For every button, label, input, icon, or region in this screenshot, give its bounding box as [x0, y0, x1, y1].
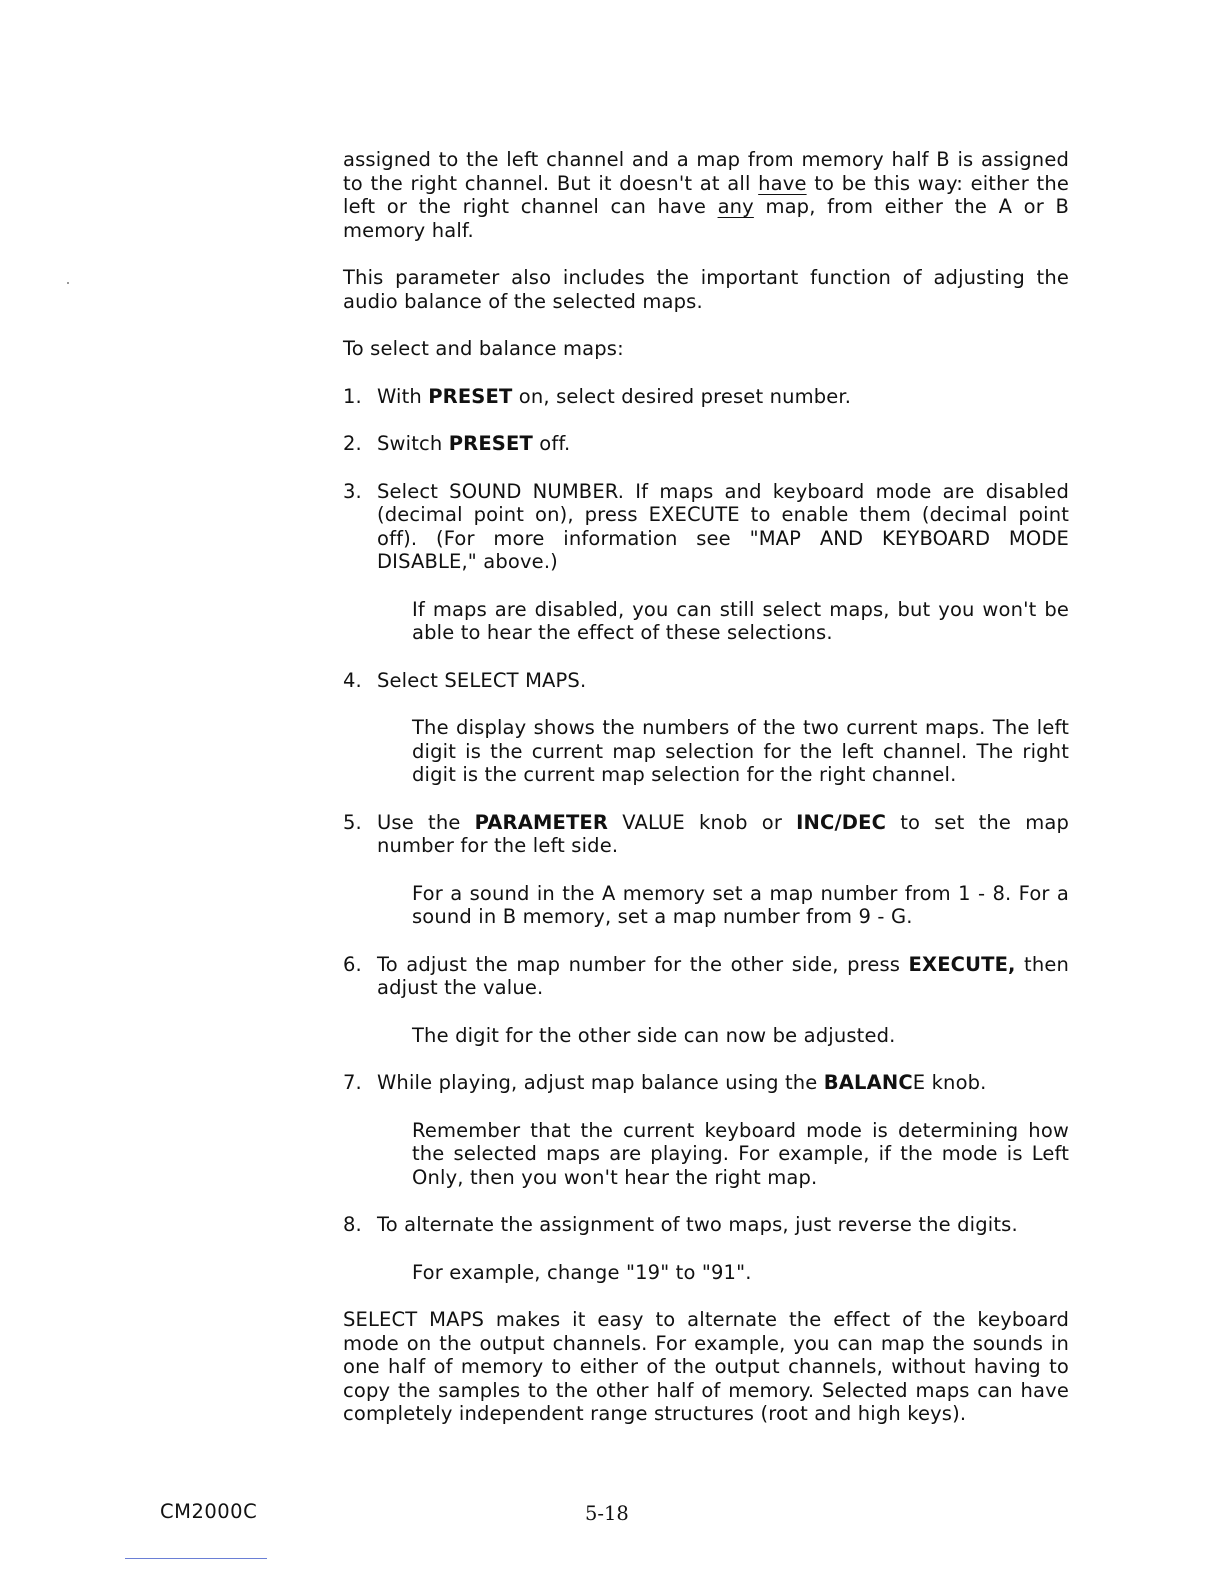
footer-doc-id: CM2000C — [160, 1500, 258, 1523]
step-number: 3. — [343, 479, 362, 503]
step-4-note: The display shows the numbers of the two current maps. The left digit is the current map selection for the left channel. The right digit is the current map selection for the right channel. — [412, 716, 1069, 786]
key-balance: BALANC — [823, 1071, 913, 1094]
page-body — [343, 148, 1069, 1426]
step-1: 1. With PRESET on, select desired preset number. — [343, 384, 852, 408]
emphasis-any: any — [717, 195, 754, 218]
step-number: 5. — [343, 810, 362, 834]
step-number: 2. — [343, 432, 362, 455]
step-5: 5. Use the PARAMETER VALUE knob or INC/DEC to set the map number for the left side. — [343, 810, 1070, 857]
step-4: 4. Select SELECT MAPS. — [343, 668, 587, 692]
closing-paragraph: SELECT MAPS makes it easy to alternate the effect of the keyboard mode on the output channels. For example, you can map the sounds in one half of memory to either of the output channels, without having to copy the samples to the other half of memory. Selected maps can have completely independent range structures (root and high keys). — [343, 1308, 1069, 1425]
footer-divider — [125, 1558, 267, 1559]
step-3: 3. Select SOUND NUMBER. If maps and keyboard mode are disabled (decimal point on), press EXECUTE to enable them (decimal point off). (For more information see "MAP AND KEYBOARD MODE DISABLE," above.) — [343, 479, 1069, 573]
intro-paragraph: assigned to the left channel and a map from memory half B is assigned to the right channel. But it doesn't at all have to be this way: either the left or the right channel can have any map, from either the A or B memory half. — [343, 148, 1069, 242]
step-2: 2. Switch PRESET off. — [343, 432, 571, 455]
footer-page-number: 5-18 — [585, 1502, 629, 1525]
balance-paragraph: This parameter also includes the important function of adjusting the audio balance of the selected maps. — [343, 266, 1069, 313]
procedure-heading: To select and balance maps: — [343, 337, 624, 360]
step-5-note: For a sound in the A memory set a map number from 1 - 8. For a sound in B memory, set a map number from 9 - G. — [412, 881, 1069, 928]
key-preset: PRESET — [448, 432, 533, 455]
key-parameter: PARAMETER — [474, 810, 609, 834]
key-inc-dec: INC/DEC — [796, 810, 887, 834]
key-preset: PRESET — [428, 384, 513, 408]
step-number: 8. — [343, 1213, 362, 1236]
step-number: 4. — [343, 668, 362, 692]
step-number: 7. — [343, 1071, 362, 1094]
step-3-note: If maps are disabled, you can still select maps, but you won't be able to hear the effect of these selections. — [412, 597, 1069, 644]
step-number: 6. — [343, 952, 362, 976]
emphasis-have: have — [758, 171, 807, 195]
step-8-note: For example, change "19" to "91". — [412, 1260, 752, 1284]
step-7: 7. While playing, adjust map balance using the BALANCE knob. — [343, 1071, 987, 1094]
key-execute: EXECUTE, — [908, 952, 1016, 976]
step-6-note: The digit for the other side can now be adjusted. — [412, 1023, 896, 1047]
step-7-note: Remember that the current keyboard mode is determining how the selected maps are playing. For example, if the mode is Left Only, then you won't hear the right map. — [412, 1118, 1069, 1189]
step-8: 8. To alternate the assignment of two maps, just reverse the digits. — [343, 1213, 1018, 1236]
step-6: 6. To adjust the map number for the other side, press EXECUTE, then adjust the value. — [343, 952, 1070, 999]
scan-speck — [67, 282, 69, 284]
step-number: 1. — [343, 384, 362, 408]
